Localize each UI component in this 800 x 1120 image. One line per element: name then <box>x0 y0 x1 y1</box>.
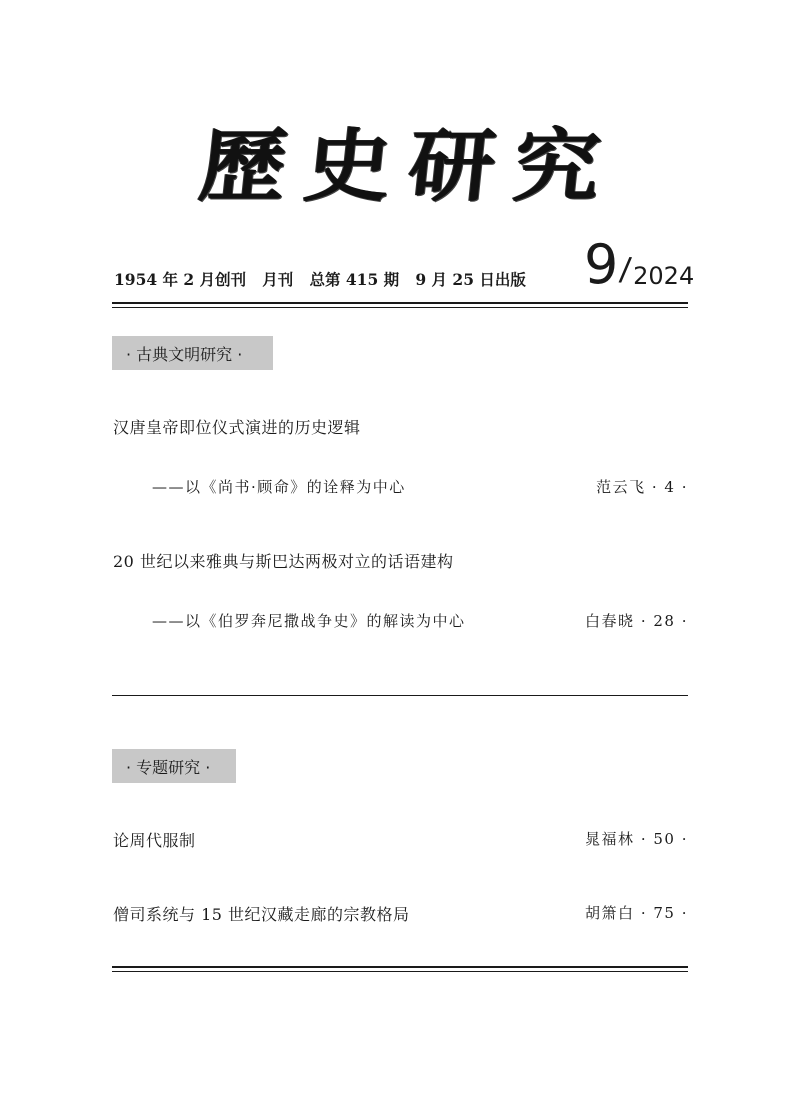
article-author-line-1: 范云飞 · 4 · <box>596 478 688 496</box>
article-author-line-3: 晁福林 · 50 · <box>585 830 688 848</box>
article-author-line-4: 胡箫白 · 75 · <box>585 904 688 922</box>
author-name: 晁福林 <box>585 830 635 848</box>
author-name: 白春晓 <box>585 612 635 630</box>
article-author-line-2: 白春晓 · 28 · <box>585 612 688 630</box>
top-rule <box>112 302 688 308</box>
article-title-1[interactable]: 汉唐皇帝即位仪式演进的历史逻辑 <box>113 418 361 437</box>
page-number: 28 <box>653 612 676 630</box>
bottom-rule <box>112 966 688 972</box>
section-tag-special: · 专题研究 · <box>112 749 236 783</box>
article-title-4[interactable]: 僧司系统与 15 世纪汉藏走廊的宗教格局 <box>113 905 410 924</box>
page-number: 75 <box>653 904 676 922</box>
section-divider <box>112 695 688 696</box>
issue-number <box>584 232 695 296</box>
masthead-char-3: 研 <box>404 120 501 213</box>
page-number: 50 <box>653 830 676 848</box>
issue-num: 9 <box>584 233 619 296</box>
article-subtitle-1: ——以《尚书·顾命》的诠释为中心 <box>152 478 406 496</box>
article-title-3[interactable]: 论周代服制 <box>113 831 196 850</box>
author-name: 范云飞 <box>596 478 646 496</box>
page-number: 4 <box>664 478 676 496</box>
publication-info: 1954 年 2 月创刊 月刊 总第 415 期 9 月 25 日出版 <box>114 270 526 289</box>
article-subtitle-2: ——以《伯罗奔尼撒战争史》的解读为中心 <box>152 612 466 630</box>
journal-masthead <box>195 112 605 222</box>
issue-year: 2024 <box>633 262 695 290</box>
masthead-char-2: 史 <box>299 120 396 213</box>
masthead-char-1: 歷 <box>195 120 291 213</box>
section-tag-classical: · 古典文明研究 · <box>112 336 273 370</box>
issue-slash: / <box>618 249 634 289</box>
author-name: 胡箫白 <box>585 904 635 922</box>
masthead-char-4: 究 <box>509 120 605 213</box>
article-title-2[interactable]: 20 世纪以来雅典与斯巴达两极对立的话语建构 <box>113 552 454 571</box>
